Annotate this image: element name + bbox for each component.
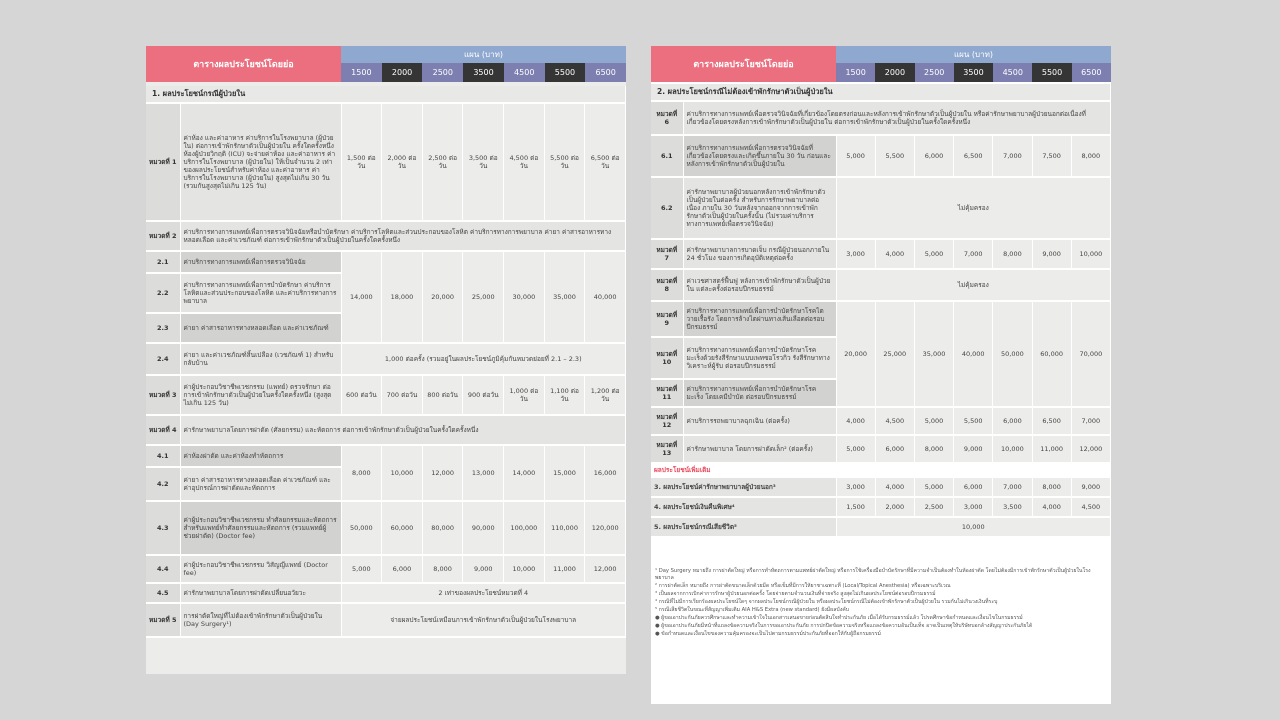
cell: 2,000 <box>875 497 914 517</box>
cell: 10,000 <box>504 555 545 583</box>
row-key: 2.2 <box>146 273 180 313</box>
cell: 12,000 <box>422 445 463 501</box>
cell: 40,000 <box>585 251 626 343</box>
cell: 5,000 <box>914 239 953 269</box>
row-key: หมวดที่ 10 <box>651 337 683 379</box>
row-key: 4.1 <box>146 445 180 467</box>
plan-col: 3500 <box>954 63 993 82</box>
merged-cell: ไม่คุ้มครอง <box>836 269 1111 301</box>
plan-col: 5500 <box>545 63 586 82</box>
merged-cell: จ่ายผลประโยชน์เหมือนการเข้าพักรักษาตัวเป็นผู้ป่วยในโรงพยาบาล <box>341 603 626 637</box>
cell: 11,000 <box>544 555 585 583</box>
row-desc: ค่าบริการทางการแพทย์เพื่อตรวจวินิจฉัยที่เกี่ยวข้องโดยตรงก่อนและหลังการเข้าพักรักษาตัวเป็นผู้ป่วยใน หรือค่ารักษาพยาบาลผู้ป่วยนอกต่อเนื่องที่เกี่ยวข้องโดยตรงหลังการเข้าพักรักษาตัวเป็นผู้ป่วยใน ต่อการเข้าพักรักษาตัวเป็นผู้ป่วยในครั้งใดครั้งหนึ่ง <box>683 101 1111 135</box>
row-desc: ค่าบริการทางการแพทย์เพื่อการบำบัดรักษาโรคมะเร็งด้วยรังสีรักษาแบบเพทซอโรวกิว รังสีรักษาทางวิเคราะห์ผู้รับ ต่อรอบปีกรมธรรม์ <box>683 337 836 379</box>
footnote: ³ เป็นผลจากการเบิกค่าการรักษาผู้ป่วยนอกต่อครั้ง โดยจ่ายตามจำนวนเงินที่จ่ายจริง สูงสุดไม่เกินผลประโยชน์ต่อรอบปีกรมธรรม์ <box>655 591 936 597</box>
cell: 4,500 <box>1071 497 1110 517</box>
cell: 30,000 <box>504 251 545 343</box>
footnote: ² การผ่าตัดเล็ก หมายถึง การผ่าตัดขนาดเล็กด้วยมีด หรือเข็มที่มีการให้ยาชาเฉพาะที่ (Local/Topical Anesthesia) หรือเฉพาะบริเวณ <box>655 583 951 589</box>
plan-col: 5500 <box>1032 63 1071 82</box>
cell: 700 ต่อวัน <box>382 375 423 415</box>
row-desc: ค่าบริการทางการแพทย์เพื่อการบำบัดรักษาโรคมะเร็ง โดยเคมีบำบัด ต่อรอบปีกรมธรรม์ <box>683 379 836 407</box>
row-key: หมวดที่ 5 <box>146 603 180 637</box>
row-key: หมวดที่ 2 <box>146 221 180 251</box>
cell: 2,000 ต่อวัน <box>382 103 423 221</box>
cell: 7,000 <box>993 135 1032 177</box>
plan-col: 6500 <box>1072 63 1111 82</box>
summary-title: ตารางผลประโยชน์โดยย่อ <box>146 46 341 82</box>
row-desc: ค่าห้องผ่าตัด และค่าห้องทำหัตถการ <box>180 445 341 467</box>
right-benefit-table <box>651 84 1111 538</box>
cell: 25,000 <box>875 301 914 407</box>
plan-columns <box>341 63 626 82</box>
cell: 4,500 ต่อวัน <box>504 103 545 221</box>
left-benefit-table <box>146 86 626 638</box>
row-desc: ค่ายา ค่าสารอาหารทางหลอดเลือด และค่าเวชภัณฑ์ <box>180 313 341 343</box>
cell: 10,000 <box>993 435 1032 463</box>
cell: 4,000 <box>875 477 914 497</box>
cell: 8,000 <box>1071 135 1110 177</box>
footnotes <box>655 568 1107 639</box>
extra-benefits-title: ผลประโยชน์เพิ่มเติม <box>651 463 1111 477</box>
cell: 3,500 ต่อวัน <box>463 103 504 221</box>
cell: 7,500 <box>1032 135 1071 177</box>
cell: 4,000 <box>875 239 914 269</box>
plan-label: แผน (บาท) <box>836 46 1111 63</box>
cell: 2,500 <box>914 497 953 517</box>
row-desc: ค่ารักษาพยาบาล โดยการผ่าตัดเล็ก² (ต่อครั้ง) <box>683 435 836 463</box>
cell: 1,500 ต่อวัน <box>341 103 382 221</box>
plan-label: แผน (บาท) <box>341 46 626 63</box>
row-key: 6.2 <box>651 177 683 239</box>
cell: 70,000 <box>1071 301 1110 407</box>
cell: 25,000 <box>463 251 504 343</box>
cell: 1,100 ต่อวัน <box>544 375 585 415</box>
left-header <box>146 46 626 82</box>
merged-cell: 1,000 ต่อครั้ง (รวมอยู่ในผลประโยชน์ภูมิคุ้มกันหมวดย่อยที่ 2.1 – 2.3) <box>341 343 626 375</box>
cell: 5,000 <box>836 135 875 177</box>
cell: 6,000 <box>914 135 953 177</box>
cell: 18,000 <box>382 251 423 343</box>
cell: 8,000 <box>422 555 463 583</box>
cell: 9,000 <box>1071 477 1110 497</box>
row-desc: ค่าบริการทางการแพทย์เพื่อการบำบัดรักษาโรคไตวายเรื้อรัง โดยการล้างไตผ่านทางเส้นเลือดต่อรอบปีกรมธรรม์ <box>683 301 836 337</box>
row-key: 2.3 <box>146 313 180 343</box>
row-desc: 3. ผลประโยชน์ค่ารักษาพยาบาลผู้ป่วยนอก³ <box>651 477 836 497</box>
cell: 6,000 <box>993 407 1032 435</box>
cell: 5,500 ต่อวัน <box>544 103 585 221</box>
row-desc: ค่าบริการทางการแพทย์เพื่อการตรวจวินิจฉัยหรือบำบัดรักษา ค่าบริการโลหิตและส่วนประกอบของโลหิต ค่าบริการทางการพยาบาล ค่ายา ค่าสารอาหารทางหลอดเลือด และค่าเวชภัณฑ์ ต่อการเข้าพักรักษาตัวเป็นผู้ป่วยในครั้งใดครั้งหนึ่ง <box>180 221 626 251</box>
cell: 600 ต่อวัน <box>341 375 382 415</box>
cell: 4,000 <box>836 407 875 435</box>
row-desc: ค่าบริการทางการแพทย์เพื่อการตรวจวินิจฉัยที่เกี่ยวข้องโดยตรงและเกิดขึ้นภายใน 30 วัน ก่อนและหลังการเข้าพักรักษาตัวเป็นผู้ป่วยใน <box>683 135 836 177</box>
cell: 9,000 <box>954 435 993 463</box>
row-key: 4.3 <box>146 501 180 555</box>
cell: 1,200 ต่อวัน <box>585 375 626 415</box>
plan-col: 4500 <box>504 63 545 82</box>
cell: 6,000 <box>954 477 993 497</box>
cell: 20,000 <box>836 301 875 407</box>
cell: 4,500 <box>875 407 914 435</box>
cell: 6,000 <box>875 435 914 463</box>
row-key: หมวดที่ 8 <box>651 269 683 301</box>
cell: 60,000 <box>382 501 423 555</box>
row-desc: ค่ายา ค่าสารอาหารทางหลอดเลือด ค่าเวชภัณฑ์ และค่าอุปกรณ์การผ่าตัดและหัตถการ <box>180 467 341 501</box>
section-title: 1. ผลประโยชน์กรณีผู้ป่วยใน <box>146 86 626 103</box>
cell: 35,000 <box>544 251 585 343</box>
right-page <box>651 46 1111 704</box>
row-desc: 5. ผลประโยชน์กรณีเสียชีวิต⁵ <box>651 517 836 537</box>
row-desc: ค่าบริการทางการแพทย์เพื่อการตรวจวินิจฉัย <box>180 251 341 273</box>
merged-cell: ไม่คุ้มครอง <box>836 177 1111 239</box>
row-key: 4.4 <box>146 555 180 583</box>
cell: 50,000 <box>341 501 382 555</box>
plan-col: 4500 <box>993 63 1032 82</box>
row-key: หมวดที่ 6 <box>651 101 683 135</box>
row-key: หมวดที่ 9 <box>651 301 683 337</box>
cell: 5,000 <box>836 435 875 463</box>
row-desc: ค่ารักษาพยาบาลโดยการผ่าตัด (ศัลยกรรม) และหัตถการ ต่อการเข้าพักรักษาตัวเป็นผู้ป่วยในครั้งใดครั้งหนึ่ง <box>180 415 626 445</box>
right-header <box>651 46 1111 82</box>
row-desc: ค่าห้อง และค่าอาหาร ค่าบริการในโรงพยาบาล (ผู้ป่วยใน) ต่อการเข้าพักรักษาตัวเป็นผู้ป่วยใน ครั้งใดครั้งหนึ่ง ห้องผู้ป่วยวิกฤติ (ICU) จะจ่ายค่าห้อง และค่าอาหาร ค่าบริการในโรงพยาบาล (ผู้ป่วยใน) ให้เป็นจำนวน 2 เท่า ของผลประโยชน์สำหรับค่าห้อง และค่าอาหาร ค่าบริการในโรงพยาบาล (ผู้ป่วยใน) สูงสุดไม่เกิน 30 วัน (รวมกันสูงสุดไม่เกิน 125 วัน) <box>180 103 341 221</box>
cell: 80,000 <box>422 501 463 555</box>
cell: 1,000 ต่อวัน <box>504 375 545 415</box>
row-desc: ค่าบริการทางการแพทย์เพื่อการบำบัดรักษา ค่าบริการโลหิตและส่วนประกอบของโลหิต และค่าบริการทางการพยาบาล <box>180 273 341 313</box>
cell: 14,000 <box>504 445 545 501</box>
cell: 5,000 <box>341 555 382 583</box>
cell: 6,500 <box>954 135 993 177</box>
cell: 12,000 <box>1071 435 1110 463</box>
cell: 110,000 <box>544 501 585 555</box>
cell: 15,000 <box>544 445 585 501</box>
plan-col: 3500 <box>463 63 504 82</box>
cell: 16,000 <box>585 445 626 501</box>
row-key: 4.5 <box>146 583 180 603</box>
row-desc: ค่ารักษาพยาบาลการบาดเจ็บ กรณีผู้ป่วยนอกภายใน 24 ชั่วโมง ของการเกิดอุบัติเหตุต่อครั้ง <box>683 239 836 269</box>
cell: 3,000 <box>836 477 875 497</box>
row-key: 2.4 <box>146 343 180 375</box>
plan-col: 6500 <box>585 63 626 82</box>
row-desc: การผ่าตัดใหญ่ที่ไม่ต้องเข้าพักรักษาตัวเป็นผู้ป่วยใน (Day Surgery¹) <box>180 603 341 637</box>
cell: 8,000 <box>993 239 1032 269</box>
row-key: หมวดที่ 7 <box>651 239 683 269</box>
cell: 11,000 <box>1032 435 1071 463</box>
plan-header <box>341 46 626 82</box>
cell: 60,000 <box>1032 301 1071 407</box>
plan-col: 2500 <box>422 63 463 82</box>
plan-col: 2000 <box>875 63 914 82</box>
row-key: หมวดที่ 12 <box>651 407 683 435</box>
section-title: 2. ผลประโยชน์กรณีไม่ต้องเข้าพักรักษาตัวเป็นผู้ป่วยใน <box>651 84 1111 101</box>
cell: 20,000 <box>422 251 463 343</box>
row-desc: ค่ายา และค่าเวชภัณฑ์สิ้นเปลือง (เวชภัณฑ์ 1) สำหรับกลับบ้าน <box>180 343 341 375</box>
left-page <box>146 46 626 674</box>
cell: 10,000 <box>1071 239 1110 269</box>
cell: 8,000 <box>341 445 382 501</box>
cell: 800 ต่อวัน <box>422 375 463 415</box>
cell: 9,000 <box>463 555 504 583</box>
cell: 6,000 <box>382 555 423 583</box>
cell: 120,000 <box>585 501 626 555</box>
summary-title: ตารางผลประโยชน์โดยย่อ <box>651 46 836 82</box>
cell: 50,000 <box>993 301 1032 407</box>
cell: 900 ต่อวัน <box>463 375 504 415</box>
merged-cell: 10,000 <box>836 517 1111 537</box>
plan-header <box>836 46 1111 82</box>
row-desc: ค่าเวชศาสตร์ฟื้นฟู หลังการเข้าพักรักษาตัวเป็นผู้ป่วยใน แต่ละครั้งต่อรอบปีกรมธรรม์ <box>683 269 836 301</box>
footnote: ⁵ กรณีเสียชีวิตในขณะที่สัญญาเพิ่มเติม AIA H&S Extra (new standard) ยังมีผลบังคับ <box>655 607 850 613</box>
footnote: ● ผู้ขอเอาประกันภัยควรศึกษาและทำความเข้าใจในเอกสารเสนอขายก่อนตัดสินใจทำประกันภัย เมื่อได้รับกรมธรรม์แล้ว โปรดศึกษาข้อกำหนดและเงื่อนไขในกรมธรรม์ <box>655 615 1023 621</box>
plan-col: 1500 <box>341 63 382 82</box>
plan-columns <box>836 63 1111 82</box>
row-key: 2.1 <box>146 251 180 273</box>
cell: 12,000 <box>585 555 626 583</box>
cell: 4,000 <box>1032 497 1071 517</box>
cell: 2,500 ต่อวัน <box>422 103 463 221</box>
cell: 6,500 <box>1032 407 1071 435</box>
cell: 13,000 <box>463 445 504 501</box>
row-key: หมวดที่ 13 <box>651 435 683 463</box>
cell: 7,000 <box>954 239 993 269</box>
cell: 6,500 ต่อวัน <box>585 103 626 221</box>
footnote: ● ข้อกำหนดและเงื่อนไขของความคุ้มครองจะเป็นไปตามกรมธรรม์ประกันภัยที่ออกให้กับผู้ถือกรมธรรม์ <box>655 631 881 637</box>
footnote: ● ผู้ขอเอาประกันภัยมีหน้าที่แถลงข้อความจริงในการขอเอาประกันภัย การปกปิดข้อความจริงหรือแถลงข้อความอันเป็นเท็จ อาจเป็นเหตุให้บริษัทบอกล้างสัญญาประกันภัยได้ <box>655 623 1033 629</box>
row-key: 6.1 <box>651 135 683 177</box>
row-key: หมวดที่ 4 <box>146 415 180 445</box>
row-desc: ค่ารักษาพยาบาลโดยการผ่าตัดเปลี่ยนอวัยวะ <box>180 583 341 603</box>
row-key: 4.2 <box>146 467 180 501</box>
cell: 3,000 <box>954 497 993 517</box>
cell: 5,500 <box>875 135 914 177</box>
row-desc: ค่าบริการรถพยาบาลฉุกเฉิน (ต่อครั้ง) <box>683 407 836 435</box>
cell: 90,000 <box>463 501 504 555</box>
row-key: หมวดที่ 11 <box>651 379 683 407</box>
footnote: ¹ Day Surgery หมายถึง การผ่าตัดใหญ่ หรือการทำหัตถการตามแพทย์ผ่าตัดใหญ่ หรือการใช้เครื่องมือบำบัดรักษาที่มีความจำเป็นต้องทำในห้องผ่าตัด โดยไม่ต้องมีการเข้าพักรักษาตัวเป็นผู้ป่วยในโรงพยาบาล <box>655 568 1091 581</box>
cell: 8,000 <box>914 435 953 463</box>
plan-col: 1500 <box>836 63 875 82</box>
cell: 10,000 <box>382 445 423 501</box>
cell: 5,500 <box>954 407 993 435</box>
cell: 100,000 <box>504 501 545 555</box>
row-desc: ค่าผู้ประกอบวิชาชีพเวชกรรม ทำศัลยกรรมและหัตถการ สำหรับแพทย์ทำศัลยกรรมและหัตถการ (รวมแพทย์ผู้ช่วยผ่าตัด) (Doctor fee) <box>180 501 341 555</box>
row-key: หมวดที่ 1 <box>146 103 180 221</box>
cell: 3,500 <box>993 497 1032 517</box>
cell: 1,500 <box>836 497 875 517</box>
cell: 5,000 <box>914 407 953 435</box>
footnote: ⁴ กรณีที่ไม่มีการเรียกร้องผลประโยชน์ใดๆ จากผลประโยชน์กรณีผู้ป่วยใน หรือผลประโยชน์กรณีไม่ต้องเข้าพักรักษาตัวเป็นผู้ป่วยใน รวมกันไม่เกินวงเงินที่ระบุ <box>655 599 998 605</box>
row-desc: ค่าผู้ประกอบวิชาชีพเวชกรรม (แพทย์) ตรวจรักษา ต่อการเข้าพักรักษาตัวเป็นผู้ป่วยในครั้งใดครั้งหนึ่ง (สูงสุดไม่เกิน 125 วัน) <box>180 375 341 415</box>
row-desc: ค่าผู้ประกอบวิชาชีพเวชกรรม วิสัญญีแพทย์ (Doctor fee) <box>180 555 341 583</box>
row-desc: 4. ผลประโยชน์เงินคืนพิเศษ⁴ <box>651 497 836 517</box>
cell: 9,000 <box>1032 239 1071 269</box>
cell: 7,000 <box>993 477 1032 497</box>
row-desc: ค่ารักษาพยาบาลผู้ป่วยนอกหลังการเข้าพักรักษาตัวเป็นผู้ป่วยในต่อครั้ง สำหรับการรักษาพยาบาลต่อเนื่อง ภายใน 30 วันหลังจากออกจากการเข้าพักรักษาตัวเป็นผู้ป่วยในครั้งนั้น (ไม่รวมค่าบริการทางการแพทย์เพื่อตรวจวินิจฉัย) <box>683 177 836 239</box>
cell: 3,000 <box>836 239 875 269</box>
cell: 40,000 <box>954 301 993 407</box>
cell: 14,000 <box>341 251 382 343</box>
merged-cell: 2 เท่าของผลประโยชน์หมวดที่ 4 <box>341 583 626 603</box>
cell: 8,000 <box>1032 477 1071 497</box>
cell: 35,000 <box>914 301 953 407</box>
row-key: หมวดที่ 3 <box>146 375 180 415</box>
cell: 7,000 <box>1071 407 1110 435</box>
plan-col: 2500 <box>915 63 954 82</box>
cell: 5,000 <box>914 477 953 497</box>
plan-col: 2000 <box>382 63 423 82</box>
